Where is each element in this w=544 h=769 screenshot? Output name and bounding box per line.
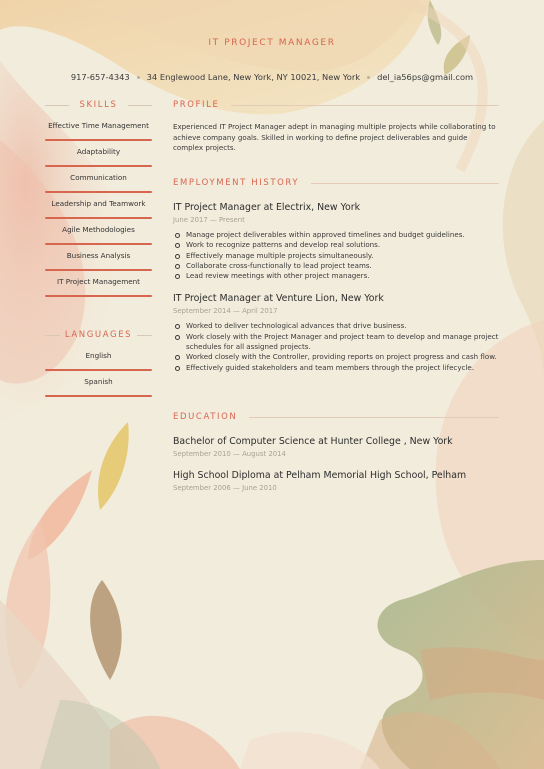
contact-line (0, 72, 544, 82)
education-entry (173, 436, 499, 458)
bullet-item: Manage project deliverables within approved timelines and budget guidelines. (173, 230, 499, 240)
bullet-item: Work closely with the Project Manager and project team to develop and manage project schedules for all assigned projects. (173, 332, 499, 353)
left-column (45, 98, 152, 397)
profile-heading (173, 98, 499, 112)
page-title: IT PROJECT MANAGER (208, 38, 336, 48)
employment-section (173, 176, 499, 373)
skill-bar (45, 295, 152, 298)
bullet-item: Worked closely with the Controller, providing reports on project progress and cash flow. (173, 352, 499, 362)
skill-item (45, 141, 152, 167)
language-item (45, 371, 152, 397)
job-title: IT Project Manager at Venture Lion, New York (173, 293, 384, 305)
skill-label: IT Project Management (56, 277, 141, 286)
job-dates: September 2014 — April 2017 (173, 307, 278, 316)
skill-label: Communication (70, 173, 127, 182)
skill-item (45, 245, 152, 271)
skill-label: Leadership and Teamwork (51, 199, 146, 208)
skill-label: Business Analysis (66, 251, 131, 260)
languages-heading (45, 328, 152, 342)
profile-section (173, 98, 499, 154)
heading-rule (231, 105, 499, 106)
bullet-item: Effectively guided stakeholders and team members through the project lifecycle. (173, 363, 499, 373)
degree-dates: September 2006 — June 2010 (173, 484, 277, 492)
languages-heading-text: LANGUAGES (64, 330, 133, 340)
education-entry (173, 470, 499, 492)
heading-rule-left (45, 335, 60, 336)
education-heading-text: EDUCATION (173, 412, 238, 422)
language-label: English (85, 351, 112, 360)
bullet-item: Worked to deliver technological advances that drive business. (173, 321, 499, 331)
skill-label: Adaptability (76, 147, 121, 156)
job-bullets (173, 321, 499, 372)
skills-list (45, 115, 152, 297)
languages-list (45, 345, 152, 397)
heading-rule-right (137, 335, 152, 336)
skill-item (45, 167, 152, 193)
skill-item (45, 219, 152, 245)
bullet-item: Lead review meetings with other project managers. (173, 271, 499, 281)
email-address: del_ia56ps@gmail.com (377, 72, 474, 82)
job-dates: June 2017 — Present (173, 216, 245, 224)
bullet-item: Work to recognize patterns and develop real solutions. (173, 240, 499, 250)
job-entry (173, 293, 499, 372)
separator-dot (367, 76, 370, 79)
education-heading (173, 410, 499, 424)
education-section (173, 410, 499, 492)
profile-heading-text: PROFILE (173, 100, 220, 110)
skill-item (45, 115, 152, 141)
skill-item (45, 271, 152, 297)
skill-label: Effective Time Management (48, 121, 149, 130)
job-title: IT Project Manager at Electrix, New York (173, 202, 361, 213)
bullet-item: Effectively manage multiple projects simultaneously. (173, 251, 499, 261)
skills-heading-text: SKILLS (79, 100, 118, 110)
heading-rule (249, 417, 499, 418)
degree-title: High School Diploma at Pelham Memorial High School, Pelham (173, 470, 467, 481)
profile-text: Experienced IT Project Manager adept in managing multiple projects while collaborating to achieve company goals. Skilled in working to define project deliverables and guide complex projects. (173, 122, 496, 153)
degree-title: Bachelor of Computer Science at Hunter College , New York (173, 436, 453, 447)
degree-dates: September 2010 — August 2014 (173, 450, 286, 458)
language-item (45, 345, 152, 371)
employment-heading-text: EMPLOYMENT HISTORY (173, 178, 300, 188)
job-bullets (173, 230, 499, 281)
skill-item (45, 193, 152, 219)
skills-heading (45, 98, 152, 112)
heading-rule-right (128, 105, 152, 106)
separator-dot (137, 76, 140, 79)
employment-heading (173, 176, 499, 190)
language-label: Spanish (84, 377, 113, 386)
heading-rule-left (45, 105, 69, 106)
bullet-item: Collaborate cross-functionally to lead project teams. (173, 261, 499, 271)
phone-number: 917-657-4343 (70, 72, 130, 82)
skill-label: Agile Methodologies (62, 225, 135, 234)
language-bar (45, 395, 152, 398)
heading-rule (311, 183, 499, 184)
job-entry (173, 202, 499, 281)
address: 34 Englewood Lane, New York, NY 10021, New York (146, 72, 361, 82)
